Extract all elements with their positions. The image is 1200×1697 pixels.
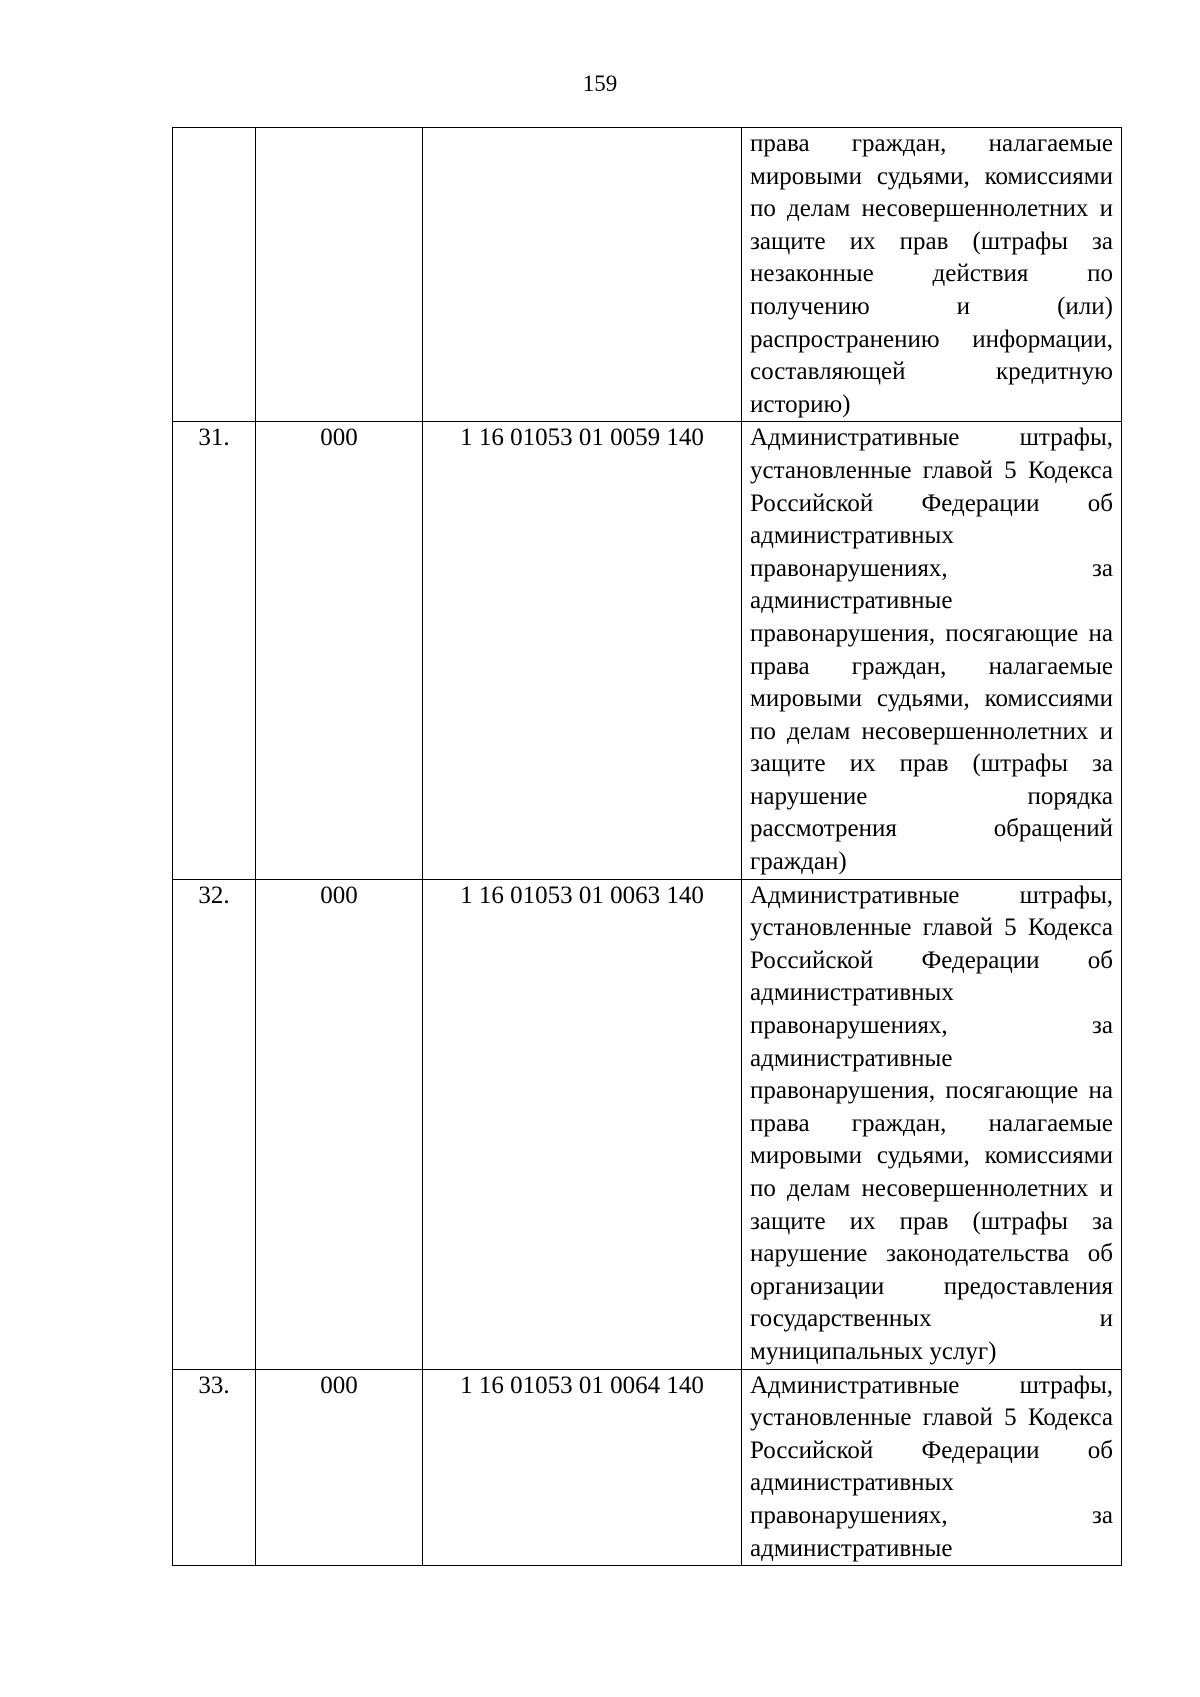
name-line: нарушение порядка	[750, 782, 1113, 810]
row-number-cell: 31.	[173, 422, 256, 879]
kbk-code-cell	[423, 128, 742, 422]
name-line: мировыми судьями, комиссиями	[750, 685, 1113, 713]
table-row	[173, 422, 1122, 879]
admin-code-cell: 000	[256, 422, 423, 879]
name-line: Российской Федерации об	[750, 489, 1113, 517]
name-line: административные	[750, 1534, 953, 1562]
name-line: права граждан, налагаемые	[750, 652, 1113, 680]
name-line: муниципальных услуг)	[750, 1337, 997, 1365]
name-line: граждан)	[750, 848, 847, 876]
name-line: установленные главой 5 Кодекса	[750, 456, 1113, 484]
income-name-cell	[742, 128, 1122, 422]
page-number: 159	[582, 71, 618, 96]
name-line: получению и (или)	[750, 292, 1113, 320]
admin-code-cell	[256, 128, 423, 422]
name-line: правонарушениях, за	[750, 1012, 1113, 1040]
name-line: защите их прав (штрафы за	[750, 227, 1113, 255]
name-line: административных	[750, 522, 954, 550]
name-line: правонарушения, посягающие на	[750, 1077, 1113, 1105]
table-row	[173, 128, 1122, 422]
name-line: установленные главой 5 Кодекса	[750, 1404, 1113, 1432]
name-line: по делам несовершеннолетних и	[750, 717, 1113, 745]
table-row	[173, 1369, 1122, 1566]
name-line: нарушение законодательства об	[750, 1240, 1113, 1268]
kbk-code-cell: 1 16 01053 01 0064 140	[423, 1369, 742, 1566]
name-line: распространению информации,	[750, 325, 1113, 353]
name-line: установленные главой 5 Кодекса	[750, 914, 1113, 942]
name-line: защите их прав (штрафы за	[750, 1207, 1113, 1235]
name-line: права граждан, налагаемые	[750, 1109, 1113, 1137]
name-line: по делам несовершеннолетних и	[750, 1175, 1113, 1202]
name-line: административных	[750, 1469, 954, 1497]
name-line: административных	[750, 979, 954, 1007]
name-line: Российской Федерации об	[750, 1436, 1113, 1464]
name-line: Административные штрафы,	[750, 881, 1113, 909]
row-number-cell: 32.	[173, 879, 256, 1369]
income-name-cell	[742, 1369, 1122, 1566]
name-line: рассмотрения обращений	[750, 815, 1113, 843]
row-number-cell: 33.	[173, 1369, 256, 1566]
name-line: государственных и	[750, 1305, 1113, 1333]
name-line: мировыми судьями, комиссиями	[750, 162, 1113, 190]
name-line: по делам несовершеннолетних и	[750, 195, 1113, 223]
name-line: защите их прав (штрафы за	[750, 750, 1113, 778]
row-number-cell	[173, 128, 256, 422]
name-line: составляющей кредитную	[750, 358, 1113, 386]
name-line: правонарушения, посягающие на	[750, 619, 1113, 647]
name-line: историю)	[750, 390, 851, 418]
name-line: права граждан, налагаемые	[750, 130, 1113, 157]
name-line: административные	[750, 1044, 953, 1072]
admin-code-cell: 000	[256, 1369, 423, 1566]
name-line: правонарушениях, за	[750, 1501, 1113, 1529]
income-name-cell	[742, 422, 1122, 879]
table-row	[173, 879, 1122, 1369]
name-line: организации предоставления	[750, 1272, 1113, 1300]
name-line: незаконные действия по	[750, 260, 1113, 288]
kbk-code-cell: 1 16 01053 01 0063 140	[423, 879, 742, 1369]
name-line: Административные штрафы,	[750, 424, 1113, 452]
name-line: Российской Федерации об	[750, 946, 1113, 974]
budget-codes-table	[172, 127, 1122, 1566]
name-line: Административные штрафы,	[750, 1371, 1113, 1399]
income-name-cell	[742, 879, 1122, 1369]
name-line: правонарушениях, за	[750, 554, 1113, 582]
name-line: административные	[750, 587, 953, 615]
name-line: мировыми судьями, комиссиями	[750, 1142, 1113, 1170]
admin-code-cell: 000	[256, 879, 423, 1369]
kbk-code-cell: 1 16 01053 01 0059 140	[423, 422, 742, 879]
